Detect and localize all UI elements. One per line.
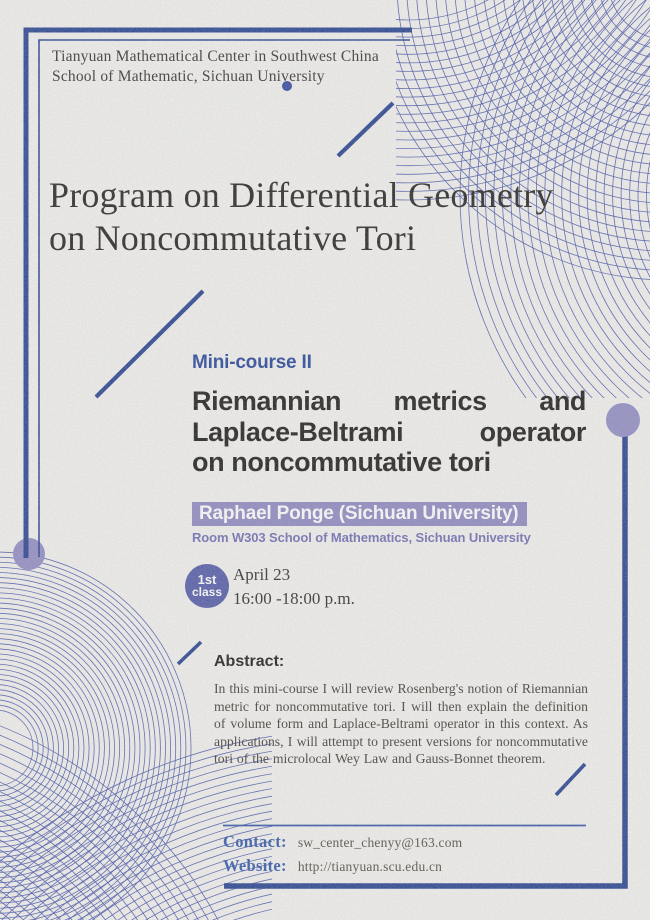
- class-badge-line2: class: [191, 585, 223, 599]
- abstract-body: In this mini-course I will review Rosenberg's notion of Riemannian metric for noncommutative tori. I will then explain the definition of volume form and Laplace-Beltrami operator in this context. As applications, I will attempt to present versions for noncommutative tori of the microlocal Wey Law and Gauss-Bonnet theorem.: [214, 681, 588, 766]
- session-date: April 23: [233, 565, 291, 584]
- website-row: [223, 856, 442, 876]
- course-heading-line3: on noncommutative tori: [192, 447, 491, 477]
- session-time: 16:00 -18:00 p.m.: [233, 589, 355, 608]
- course-heading: [192, 386, 586, 478]
- course-heading-line2: Laplace-Beltrami operator: [192, 416, 586, 447]
- class-badge: [185, 564, 229, 608]
- website-label: Website:: [223, 856, 287, 875]
- mini-course-label: Mini-course II: [192, 352, 312, 373]
- program-title-line2: on Noncommutative Tori: [49, 218, 417, 258]
- abstract-heading: Abstract:: [214, 653, 285, 670]
- program-title-line1: Program on Differential Geometry: [49, 175, 554, 215]
- organization-header: [52, 47, 379, 87]
- organization-line1: Tianyuan Mathematical Center in Southwest China: [52, 48, 379, 65]
- course-heading-line1: Riemannian metrics and: [192, 386, 586, 416]
- speaker-banner: Raphael Ponge (Sichuan University): [192, 502, 527, 526]
- contact-email: sw_center_chenyy@163.com: [297, 835, 463, 850]
- organization-line2: School of Mathematic, Sichuan University: [52, 68, 325, 85]
- website-url: http://tianyuan.scu.edu.cn: [297, 859, 443, 874]
- program-title: [49, 174, 554, 260]
- venue-line: Room W303 School of Mathematics, Sichuan University: [192, 530, 531, 545]
- session-datetime: [233, 563, 355, 611]
- contact-label: Contact:: [223, 832, 287, 851]
- class-badge-line1: 1st: [197, 571, 217, 587]
- contact-row: [223, 832, 462, 852]
